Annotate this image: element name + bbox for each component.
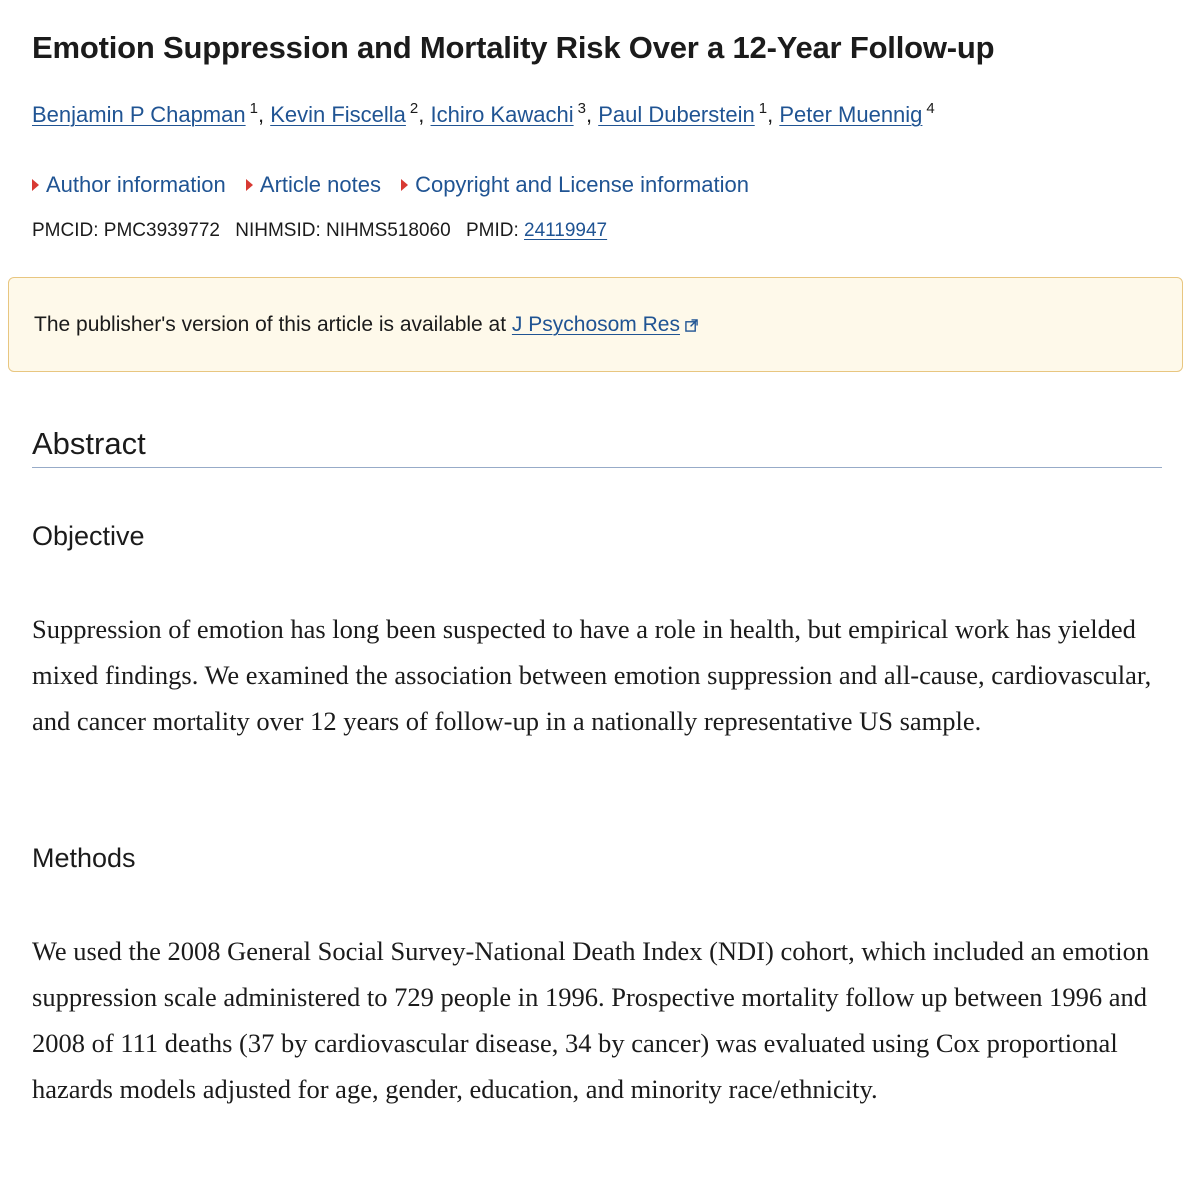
author-affiliation: 1 [249,100,258,117]
pmcid: PMCID: PMC3939772 [32,220,220,241]
article-notes-label: Article notes [259,172,381,197]
author-link[interactable]: Peter Muennig [779,102,923,127]
article-title: Emotion Suppression and Mortality Risk Over a 12-Year Follow-up [32,30,995,65]
article-notes-toggle[interactable] [246,170,381,200]
methods-text: We used the 2008 General Social Survey-National Death Index (NDI) cohort, which included an emotion suppression scale administered to 729 people in 1996. Prospective mortality follow up between 1996 and 2008 of 111 deaths (37 by cardiovascular disease, 34 by cancer) was evaluated using Cox proportional hazards models adjusted for age, gender, education, and minority race/ethnicity. [32,936,1150,1104]
author-entry [270,102,430,127]
author-entry [32,102,270,127]
copyright-license-toggle[interactable] [401,170,749,200]
red-triangle-icon [246,179,253,191]
author-affiliation: 1 [758,100,768,117]
author-affiliation: 4 [926,100,935,117]
author-link[interactable]: Kevin Fiscella [270,102,406,127]
publisher-notice [8,277,1183,372]
author-entry [598,102,779,127]
author-list [32,100,1172,130]
objective-heading: Objective [32,521,145,551]
publisher-notice-message: The publisher's version of this article is available at [34,313,507,336]
author-separator: , [767,102,774,127]
journal-link[interactable] [512,313,698,336]
author-link[interactable]: Benjamin P Chapman [32,102,246,127]
external-link-icon [685,319,698,332]
author-entry [431,102,599,127]
abstract-divider [32,467,1162,468]
publisher-notice-text [34,311,698,339]
author-entry [779,102,934,127]
pmid-label: PMID: [465,220,519,241]
abstract-heading: Abstract [32,426,146,461]
nihmsid: NIHMSID: NIHMS518060 [235,220,451,241]
journal-link-label: J Psychosom Res [511,313,680,336]
red-triangle-icon [32,179,39,191]
author-separator: , [418,102,425,127]
author-information-toggle[interactable] [32,170,226,200]
pmid-link[interactable]: 24119947 [524,220,608,241]
author-affiliation: 2 [409,100,419,117]
author-separator: , [585,102,593,127]
author-affiliation: 3 [577,100,586,117]
author-link[interactable]: Ichiro Kawachi [430,102,574,127]
author-link[interactable]: Paul Duberstein [598,102,755,127]
author-information-label: Author information [46,172,226,197]
article-identifiers [32,217,607,245]
copyright-license-label: Copyright and License information [415,172,749,197]
objective-text: Suppression of emotion has long been suspected to have a role in health, but empirical work has yielded mixed findings. We examined the association between emotion suppression and all-cause, cardiovascular, and cancer mortality over 12 years of follow-up in a nationally representative US sample. [32,614,1152,736]
author-separator: , [257,102,265,127]
methods-heading: Methods [32,843,136,873]
red-triangle-icon [401,179,408,191]
article-info-links [32,170,763,200]
